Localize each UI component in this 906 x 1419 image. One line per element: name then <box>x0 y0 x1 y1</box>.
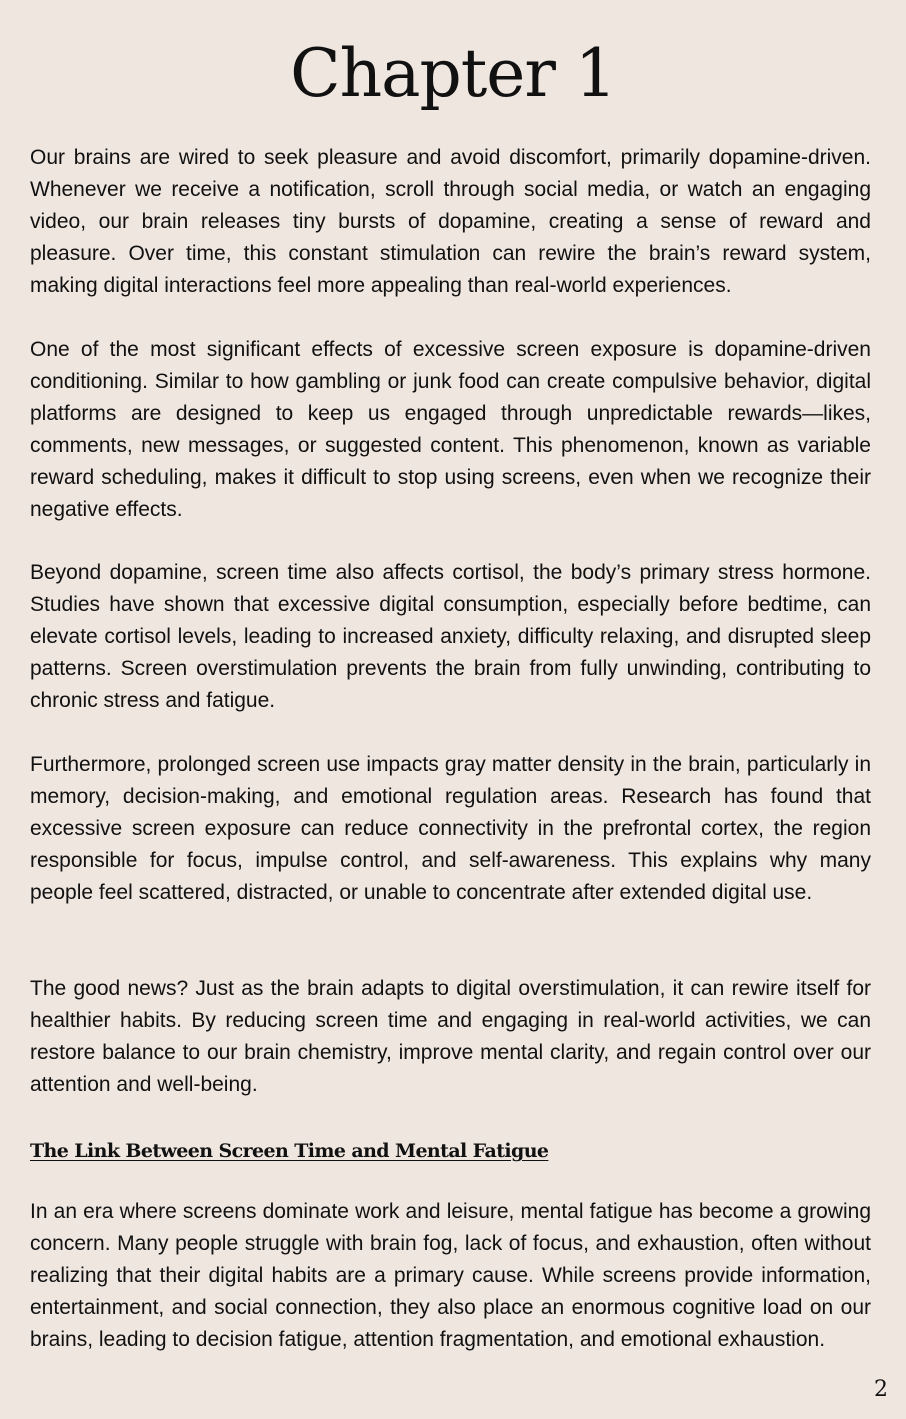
section-heading: The Link Between Screen Time and Mental Fatigue <box>30 1140 549 1162</box>
paragraph-cortisol: Beyond dopamine, screen time also affects cortisol, the body’s primary stress hormone. Studies have shown that excessive digital consumption, especially before bedtime, can elevate cortisol levels, leading to increased anxiety, difficulty relaxing, and disrupted sleep patterns. Screen overstimulation prevents the brain from fully unwinding, contributing to chronic stress and fatigue. <box>30 561 871 712</box>
paragraph-good-news: The good news? Just as the brain adapts to digital overstimulation, it can rewire itself for healthier habits. By reducing screen time and engaging in real-world activities, we can restore balance to our brain chemistry, improve mental clarity, and regain control over our attention and well-being. <box>30 977 871 1096</box>
page-number: 2 <box>874 1377 888 1402</box>
paragraph-mental-fatigue: In an era where screens dominate work and leisure, mental fatigue has become a growing concern. Many people struggle with brain fog, lack of focus, and exhaustion, often without realizing that their digital habits are a primary cause. While screens provide information, entertainment, and social connection, they also place an enormous cognitive load on our brains, leading to decision fatigue, attention fragmentation, and emotional exhaustion. <box>30 1200 871 1351</box>
paragraph-dopamine-reward: Our brains are wired to seek pleasure and avoid discomfort, primarily dopamine-driven. Whenever we receive a notification, scroll through social media, or watch an engaging video, our brain releases tiny bursts of dopamine, creating a sense of reward and pleasure. Over time, this constant stimulation can rewire the brain’s reward system, making digital interactions feel more appealing than real-world experiences. <box>30 146 871 297</box>
paragraph-dopamine-conditioning: One of the most significant effects of excessive screen exposure is dopamine-driven conditioning. Similar to how gambling or junk food can create compulsive behavior, digital platforms are designed to keep us engaged through unpredictable rewards—likes, comments, new messages, or suggested content. This phenomenon, known as variable reward scheduling, makes it difficult to stop using screens, even when we recognize their negative effects. <box>30 338 871 521</box>
paragraph-gray-matter: Furthermore, prolonged screen use impacts gray matter density in the brain, particularly in memory, decision-making, and emotional regulation areas. Research has found that excessive screen exposure can reduce connectivity in the prefrontal cortex, the region responsible for focus, impulse control, and self-awareness. This explains why many people feel scattered, distracted, or unable to concentrate after extended digital use. <box>30 753 871 904</box>
chapter-title: Chapter 1 <box>290 35 616 112</box>
